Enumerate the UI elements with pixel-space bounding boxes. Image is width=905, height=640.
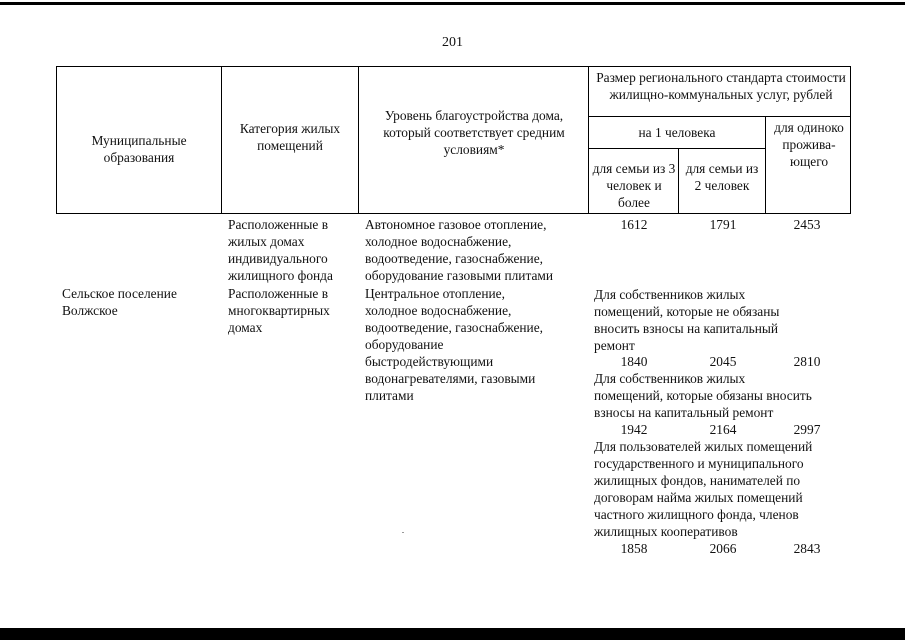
group-note: частного жилищного фонда, членов bbox=[594, 507, 799, 522]
level-text: холодное водоснабжение, bbox=[365, 303, 512, 318]
header-single-resident: для одиноко прожива-ющего bbox=[774, 120, 844, 170]
value-family-3: 1612 bbox=[620, 217, 648, 232]
category-text: Расположенные в bbox=[228, 286, 329, 301]
level-text: плитами bbox=[365, 388, 414, 403]
page-number: 201 bbox=[442, 35, 463, 50]
category-text: Расположенные в bbox=[228, 217, 329, 232]
header-family-3: для семьи из 3 человек и более bbox=[592, 161, 676, 211]
group-note: Для собственников жилых bbox=[594, 371, 746, 386]
header-divider bbox=[358, 66, 359, 214]
value-family-2: 2066 bbox=[709, 541, 737, 556]
group-note: жилищных фондов, нанимателей по bbox=[594, 473, 801, 488]
top-border-rule bbox=[0, 2, 905, 5]
level-text: быстродействующими bbox=[365, 354, 494, 369]
header-divider bbox=[588, 116, 851, 117]
value-family-3: 1840 bbox=[620, 354, 648, 369]
header-improvement-level: Уровень благоустройства дома, который соответствует средним условиям* bbox=[383, 108, 565, 158]
level-text: оборудование bbox=[365, 337, 444, 352]
category-text: жилищного фонда bbox=[228, 268, 333, 283]
header-family-2: для семьи из 2 человек bbox=[685, 161, 759, 194]
group-note: ремонт bbox=[594, 338, 635, 353]
value-single: 2810 bbox=[793, 354, 821, 369]
header-municipal: Муниципальные образования bbox=[91, 133, 187, 166]
group-note: договорам найма жилых помещений bbox=[594, 490, 803, 505]
value-family-2: 2045 bbox=[709, 354, 737, 369]
header-category: Категория жилых помещений bbox=[239, 121, 341, 154]
category-text: индивидуального bbox=[228, 251, 328, 266]
group-note: Для пользователей жилых помещений bbox=[594, 439, 813, 454]
header-divider bbox=[765, 116, 766, 214]
bottom-border-rule bbox=[0, 628, 905, 640]
group-note: помещений, которые не обязаны bbox=[594, 304, 780, 319]
level-text: водоотведение, газоснабжение, bbox=[365, 251, 544, 266]
level-text: водоотведение, газоснабжение, bbox=[365, 320, 544, 335]
value-family-3: 1858 bbox=[620, 541, 648, 556]
value-family-3: 1942 bbox=[620, 422, 648, 437]
header-divider bbox=[678, 148, 679, 214]
municipality-name: Сельское поселение bbox=[62, 286, 177, 301]
group-note: Для собственников жилых bbox=[594, 287, 746, 302]
value-family-2: 2164 bbox=[709, 422, 737, 437]
municipality-name: Волжское bbox=[62, 303, 118, 318]
header-divider bbox=[588, 66, 589, 214]
group-note: взносы на капитальный ремонт bbox=[594, 405, 774, 420]
value-single: 2997 bbox=[793, 422, 821, 437]
category-text: домах bbox=[228, 320, 263, 335]
group-note: помещений, которые обязаны вносить bbox=[594, 388, 812, 403]
category-text: жилых домах bbox=[228, 234, 305, 249]
header-divider bbox=[221, 66, 222, 214]
value-family-2: 1791 bbox=[709, 217, 737, 232]
group-note: жилищных кооперативов bbox=[594, 524, 738, 539]
header-regional-standard: Размер регионального стандарта стоимости жилищно-коммунальных услуг, рублей bbox=[596, 70, 846, 103]
scan-speck bbox=[402, 532, 404, 533]
header-divider bbox=[588, 148, 765, 149]
level-text: Автономное газовое отопление, bbox=[365, 217, 547, 232]
level-text: оборудование газовыми плитами bbox=[365, 268, 554, 283]
category-text: многоквартирных bbox=[228, 303, 330, 318]
header-per-person: на 1 человека bbox=[638, 125, 716, 140]
level-text: Центральное отопление, bbox=[365, 286, 505, 301]
value-single: 2843 bbox=[793, 541, 821, 556]
level-text: водонагревателями, газовыми bbox=[365, 371, 536, 386]
group-note: государственного и муниципального bbox=[594, 456, 804, 471]
level-text: холодное водоснабжение, bbox=[365, 234, 512, 249]
value-single: 2453 bbox=[793, 217, 821, 232]
group-note: вносить взносы на капитальный bbox=[594, 321, 779, 336]
